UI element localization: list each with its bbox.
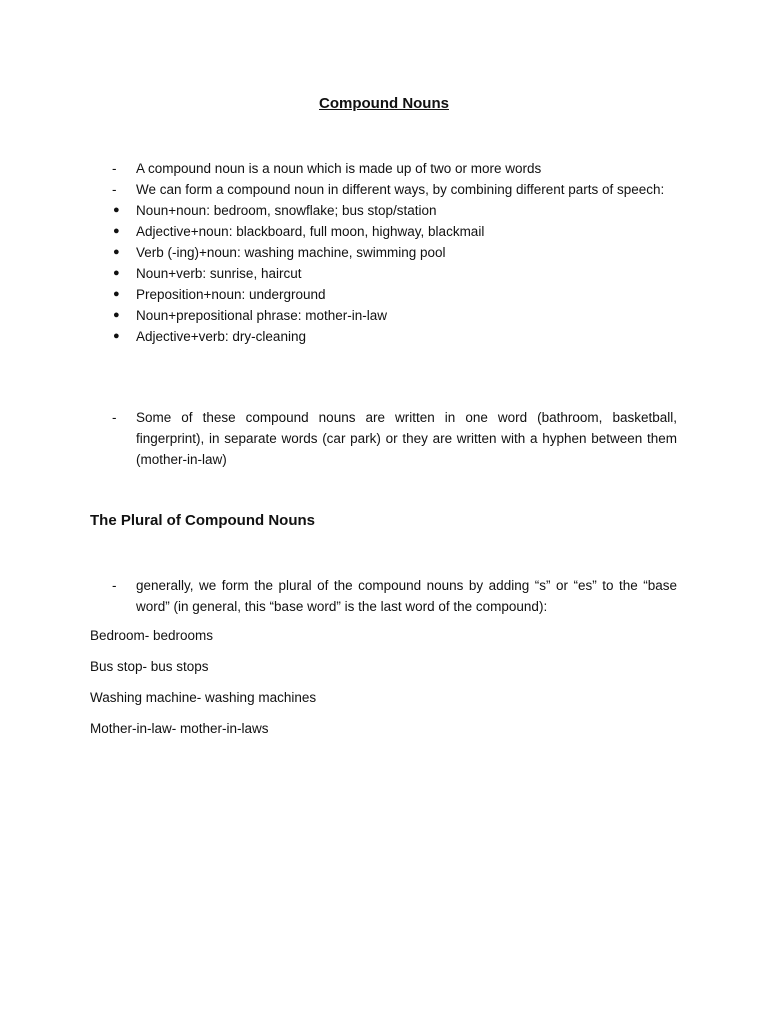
list-item <box>112 158 677 179</box>
list-item <box>113 305 677 326</box>
bullet-marker: ● <box>113 288 120 300</box>
list-item <box>113 221 677 242</box>
bullet-marker: ● <box>113 267 120 279</box>
dash-marker: - <box>112 578 117 593</box>
list-item <box>112 575 677 617</box>
bullet-marker: ● <box>113 330 120 342</box>
dash-marker: - <box>112 161 117 176</box>
list-item-text: Adjective+noun: blackboard, full moon, highway, blackmail <box>136 224 485 239</box>
example-line: Bus stop- bus stops <box>90 659 209 674</box>
section-heading: The Plural of Compound Nouns <box>90 512 315 529</box>
list-item <box>113 242 677 263</box>
list-item <box>113 200 677 221</box>
example-line: Mother-in-law- mother-in-laws <box>90 721 269 736</box>
list-item-text: Verb (-ing)+noun: washing machine, swimming pool <box>136 245 446 260</box>
list-item-text: A compound noun is a noun which is made up of two or more words <box>136 161 542 176</box>
example-line: Bedroom- bedrooms <box>90 628 214 643</box>
bullet-marker: ● <box>113 246 120 258</box>
bullet-marker: ● <box>113 204 120 216</box>
list-item-text: Noun+prepositional phrase: mother-in-law <box>136 308 388 323</box>
list-item <box>112 179 677 200</box>
list-item-text: Noun+verb: sunrise, haircut <box>136 266 302 281</box>
example-line: Washing machine- washing machines <box>90 690 317 705</box>
spelling-note-list <box>112 407 677 470</box>
list-item-text: Noun+noun: bedroom, snowflake; bus stop/station <box>136 203 437 218</box>
dash-marker: - <box>112 410 117 425</box>
bullet-marker: ● <box>113 225 120 237</box>
list-item <box>113 284 677 305</box>
list-item-text: Some of these compound nouns are written in one word (bathroom, basketball, fingerprint), in separate words (car park) or they are written with a hyphen between them (mother-in-law) <box>136 410 677 467</box>
bullet-marker: ● <box>113 309 120 321</box>
page-title: Compound Nouns <box>319 95 449 112</box>
list-item-text: Adjective+verb: dry-cleaning <box>136 329 306 344</box>
definition-list <box>112 158 677 347</box>
list-item <box>112 407 677 470</box>
list-item-text: We can form a compound noun in different ways, by combining different parts of speech: <box>136 182 665 197</box>
dash-marker: - <box>112 182 117 197</box>
list-item <box>113 326 677 347</box>
list-item-text: Preposition+noun: underground <box>136 287 326 302</box>
plural-rule-list <box>112 575 677 617</box>
list-item <box>113 263 677 284</box>
list-item-text: generally, we form the plural of the compound nouns by adding “s” or “es” to the “base word” (in general, this “base word” is the last word of the compound): <box>136 578 677 614</box>
